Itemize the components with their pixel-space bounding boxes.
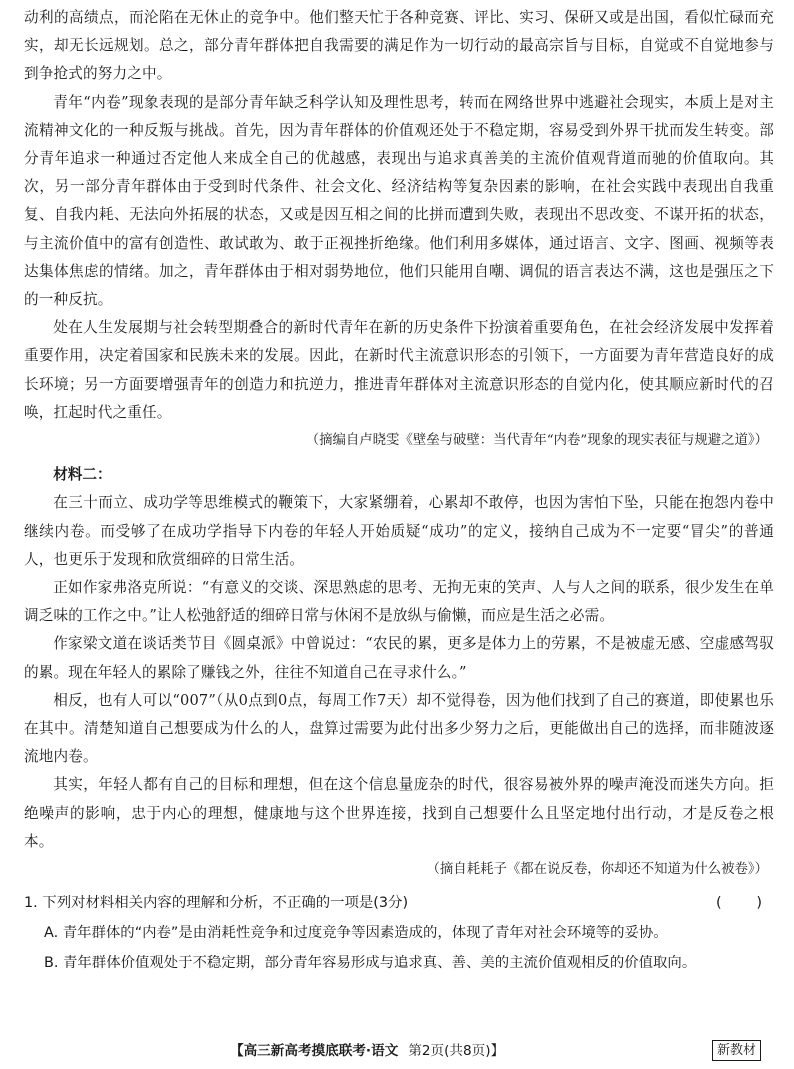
footer-page-number: 第2页(共8页)】 — [408, 1043, 505, 1059]
option-b: B. 青年群体价值观处于不稳定期，部分青年容易形成与追求真、善、美的主流价值观相反的价值取向。 — [44, 955, 697, 972]
answer-bracket: ( ) — [715, 895, 764, 912]
source-citation: （摘自耗耗子《都在说反卷，你却还不知道为什么被卷》） — [426, 862, 768, 878]
option-a: A. 青年群体的“内卷”是由消耗性竞争和过度竞争等因素造成的，体现了青年对社会环境等的妥协。 — [44, 925, 668, 942]
source-citation: （摘编自卢晓雯《壁垒与破壁：当代青年“内卷”现象的现实表征与规避之道》） — [305, 433, 768, 449]
footer-exam-info — [230, 1040, 504, 1062]
footer-exam-title: 【高三新高考摸底联考·语文 — [230, 1043, 399, 1059]
question-stem — [24, 888, 774, 918]
passage-paragraph-continued: 动利的高绩点，而沦陷在无休止的竞争中。他们整天忙于各种竞赛、评比、实习、保研又或是出国，看似忙碌而充实，却无长远规划。总之，部分青年群体把自我需要的满足作为一切行动的最高宗旨与目标，自觉或不自觉地参与到争抢式的努力之中。 — [24, 9, 774, 83]
passage-paragraph: 正如作家弗洛克所说：“有意义的交谈、深思熟虑的思考、无拘无束的笑声、人与人之间的联系，很少发生在单调乏味的工作之中。”让人松弛舒适的细碎日常与休闲不是放纵与偷懒，而应是生活之必需。 — [24, 579, 774, 625]
exam-page — [24, 4, 774, 978]
passage-paragraph: 其实，年轻人都有自己的目标和理想，但在这个信息量庞杂的时代，很容易被外界的噪声淹没而迷失方向。拒绝噪声的影响，忠于内心的理想，健康地与这个世界连接，找到自己想要什么且坚定地付出行动，才是反卷之根本。 — [24, 776, 774, 850]
passage-paragraph: 作家梁文道在谈话类节目《圆桌派》中曾说过：“农民的累，更多是体力上的劳累，不是被虚无感、空虚感驾驭的累。现在年轻人的累除了赚钱之外，往往不知道自己在寻求什么。” — [24, 635, 774, 681]
passage-paragraph: 相反，也有人可以“007”（从0点到0点，每周工作7天）却不觉得卷，因为他们找到了自己的赛道，即使累也乐在其中。清楚知道自己想要成为什么的人，盘算过需要为此付出多少努力之后，更能做出自己的选择，而非随波逐流地内卷。 — [24, 691, 774, 766]
new-textbook-badge: 新教材 — [712, 1040, 761, 1061]
passage-paragraph: 处在人生发展期与社会转型期叠合的新时代青年在新的历史条件下扮演着重要角色，在社会经济发展中发挥着重要作用，决定着国家和民族未来的发展。因此，在新时代主流意识形态的引领下，一方面要为青年营造良好的成长环境；另一方面要增强青年的创造力和抗逆力，推进青年群体对主流意识形态的自觉内化，使其顺应新时代的召唤，扛起时代之重任。 — [24, 319, 774, 421]
passage-paragraph: 青年“内卷”现象表现的是部分青年缺乏科学认知及理性思考，转而在网络世界中逃避社会现实，本质上是对主流精神文化的一种反叛与挑战。首先，因为青年群体的价值观还处于不稳定期，容易受到外界干扰而发生转变。部分青年追求一种通过否定他人来成全自己的优越感，表现出与追求真善美的主流价值观背道而驰的价值取向。其次，另一部分青年群体由于受到时代条件、社会文化、经济结构等复杂因素的影响，在社会实践中表现出自我重复、自我内耗、无法向外拓展的状态，又或是因互相之间的比拼而遭到失败，表现出不思改变、不谋开拓的状态，与主流价值中的富有创造性、敢试敢为、敢于正视挫折绝缘。他们利用多媒体，通过语言、文字、图画、视频等表达集体焦虑的情绪。加之，青年群体由于相对弱势地位，他们只能用自嘲、调侃的语言表达不满，这也是强压之下的一种反抗。 — [24, 93, 774, 309]
material-two-heading: 材料二： — [53, 466, 112, 484]
question-text: 1. 下列对材料相关内容的理解和分析，不正确的一项是(3分) — [24, 895, 409, 912]
page-footer — [0, 1040, 794, 1064]
passage-paragraph: 在三十而立、成功学等思维模式的鞭策下，大家紧绷着，心累却不敢停，也因为害怕下坠，只能在抱怨内卷中继续内卷。而受够了在成功学指导下内卷的年轻人开始质疑“成功”的定义，接纳自己成为不一定要“冒尖”的普通人，也更乐于发现和欣赏细碎的日常生活。 — [24, 494, 774, 568]
